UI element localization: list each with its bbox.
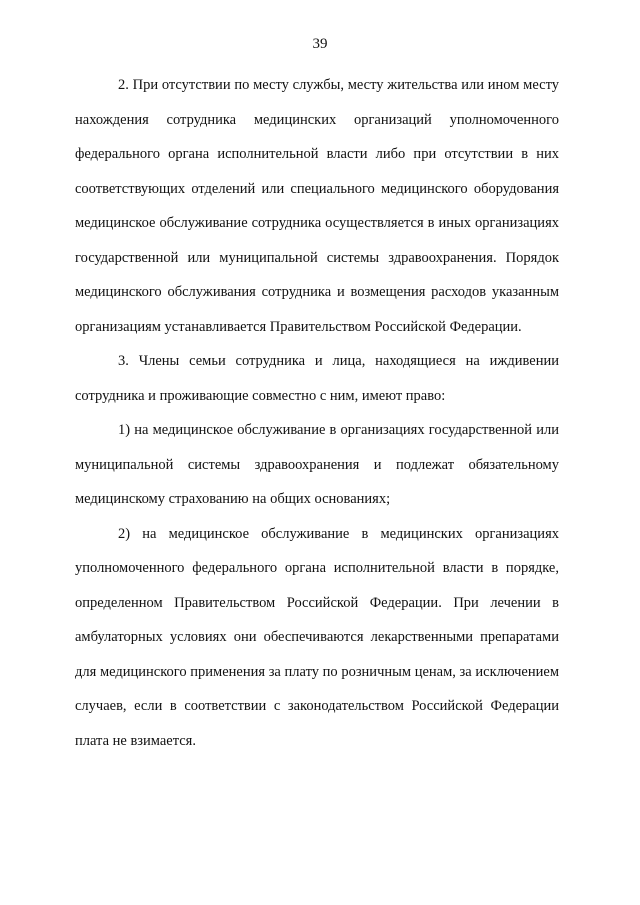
paragraph-item-2-agency-care: 2) на медицинское обслуживание в медицинских организациях уполномоченного федерального органа исполнительной власти в порядке, определенном Правительством Российской Федерации. При лечении в амбулаторных условиях они обеспечиваются лекарственными препаратами для медицинского применения за плату по розничным ценам, за исключением случаев, если в соответствии с законодательством Российской Федерации плата не взимается. [75,525,559,749]
paragraph-item-1-state-care: 1) на медицинское обслуживание в организациях государственной или муниципальной системы здравоохранения и подлежат обязательному медицинскому страхованию на общих основаниях; [75,422,559,507]
paragraph-2-service-location: 2. При отсутствии по месту службы, месту жительства или ином месту нахождения сотрудника медицинских организаций уполномоченного федерального органа исполнительной власти либо при отсутствии в них соответствующих отделений или специального медицинского оборудования медицинское обслуживание сотрудника осуществляется в иных организациях государственной или муниципальной системы здравоохранения. Порядок медицинского обслуживания сотрудника и возмещения расходов указанным организациям устанавливается Правительством Российской Федерации. [75,77,559,335]
paragraph-3-family-members: 3. Члены семьи сотрудника и лица, находящиеся на иждивении сотрудника и проживающие совместно с ним, имеют право: [75,353,559,404]
page-number: 39 [312,36,328,52]
document-body [75,68,559,758]
